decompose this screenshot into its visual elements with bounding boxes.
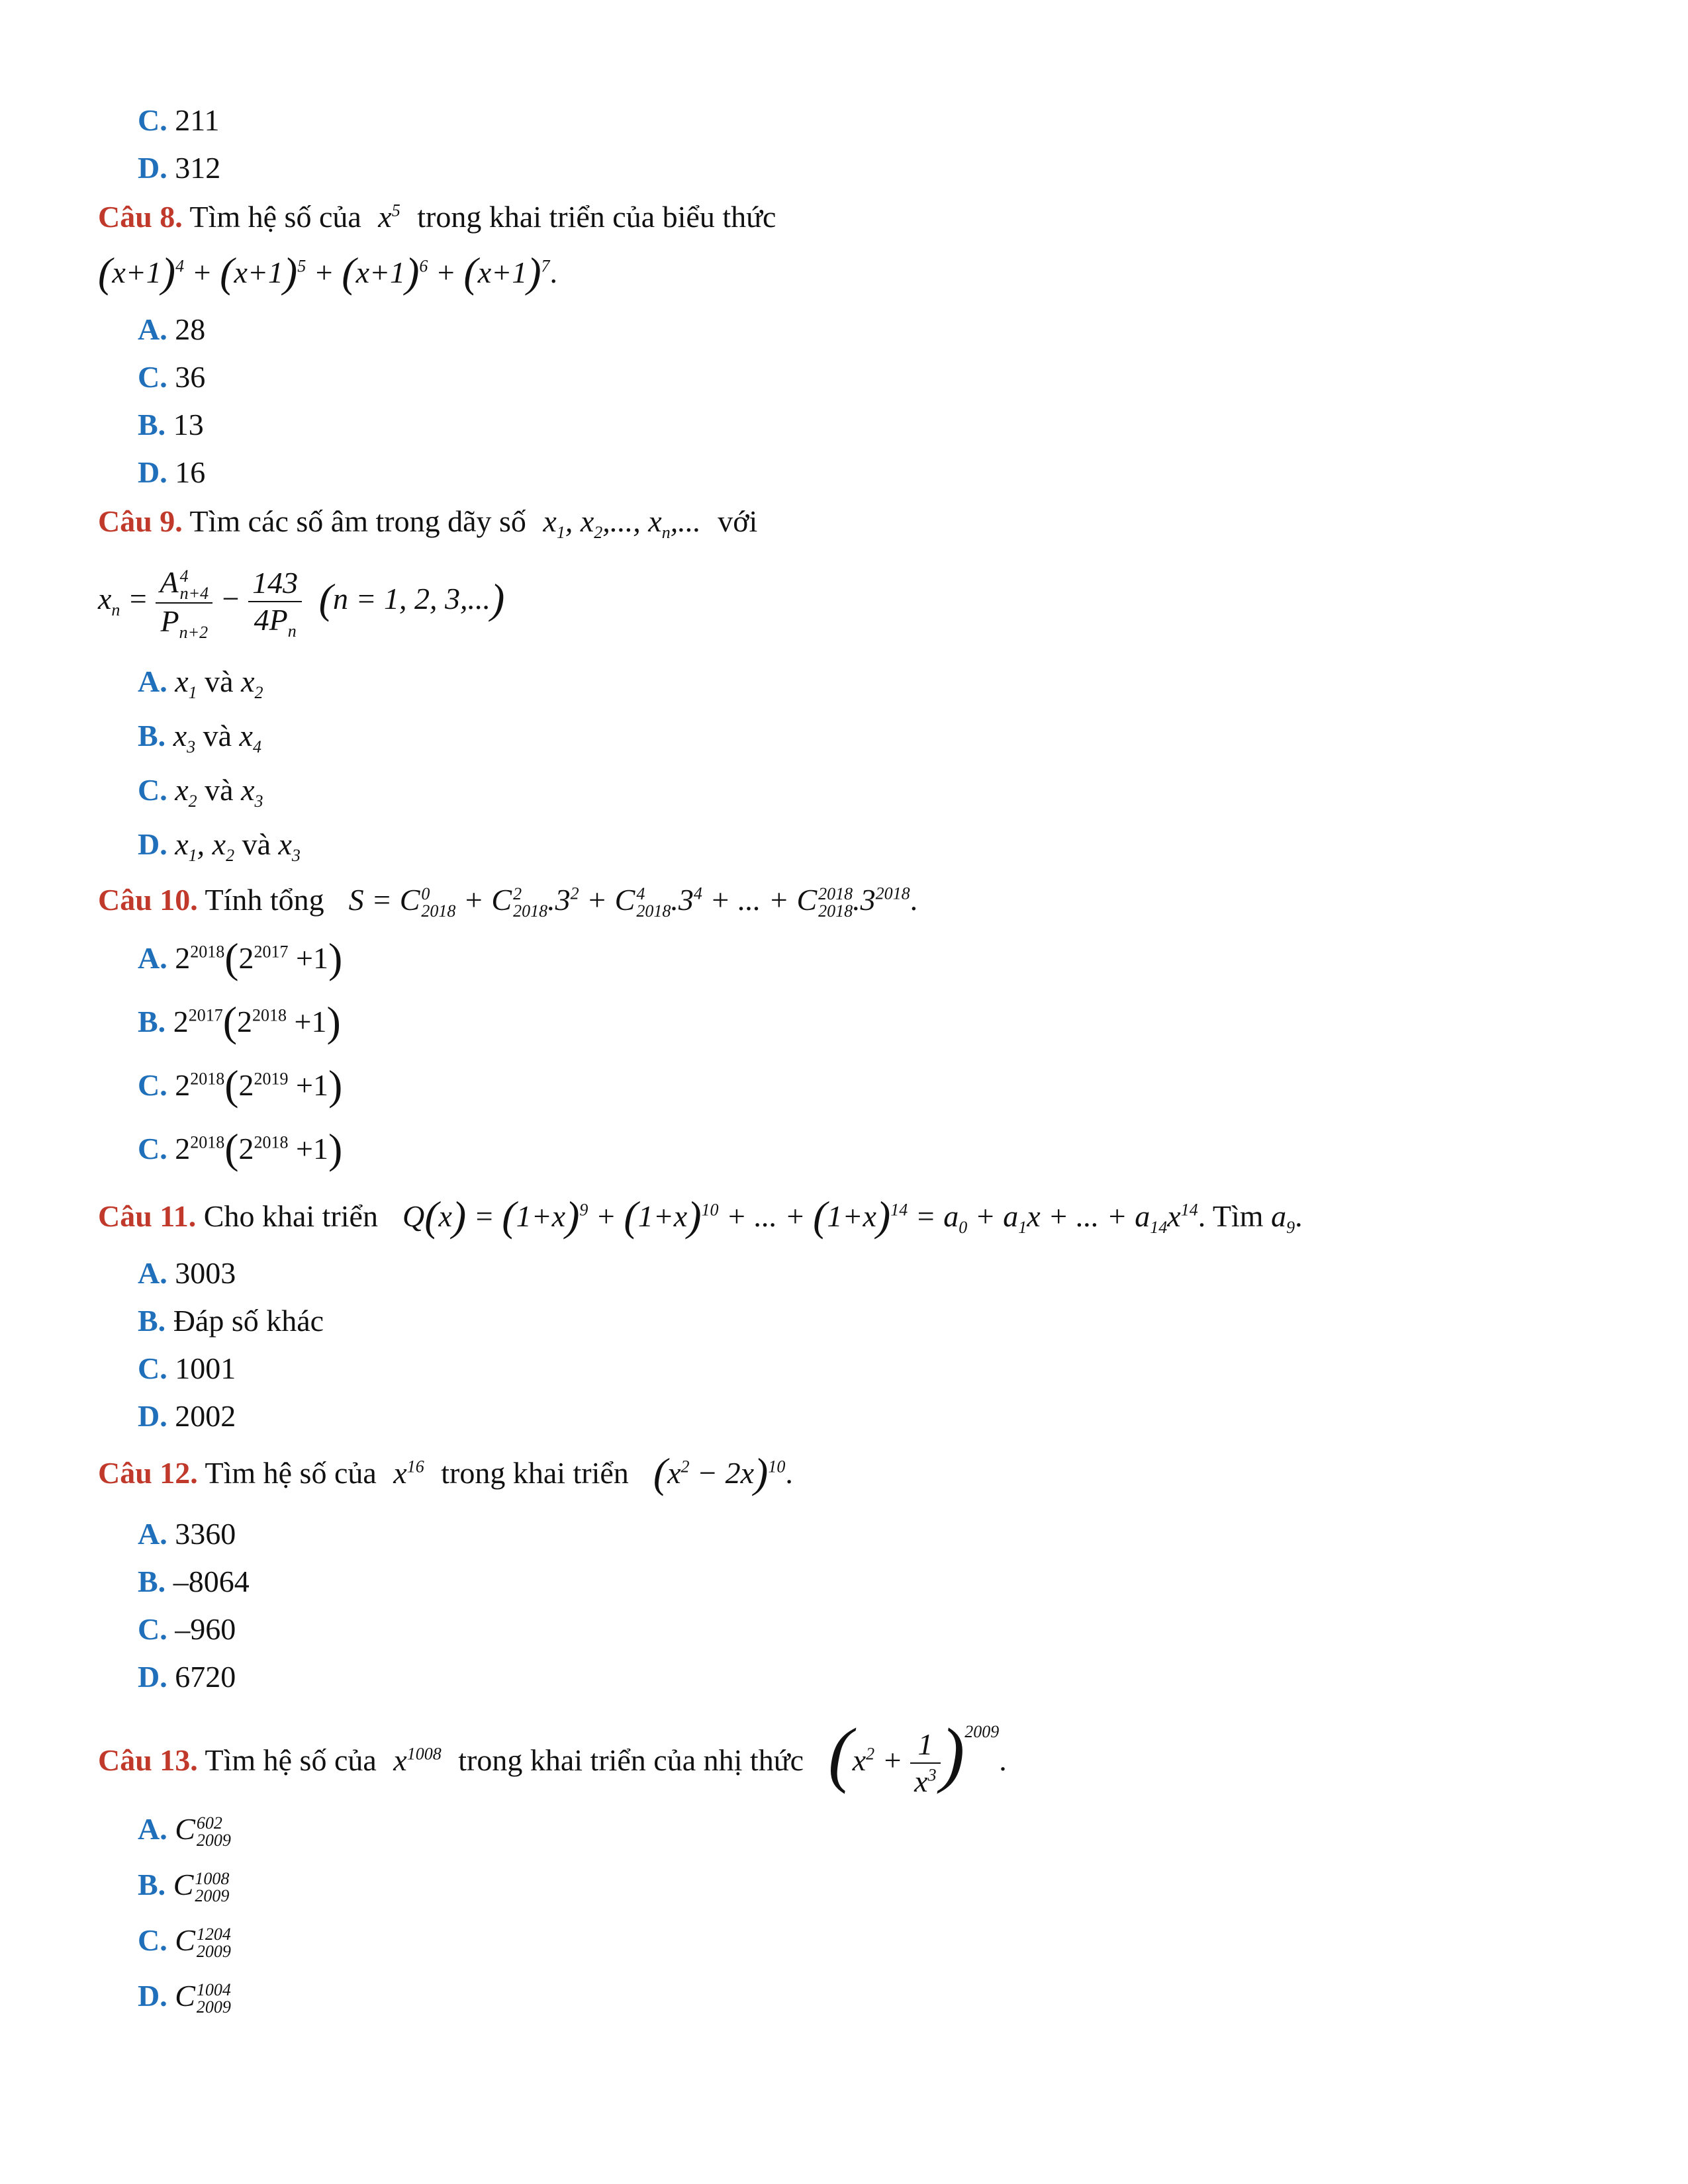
q12-option-d[interactable] <box>138 1657 236 1697</box>
option-label: D. <box>138 455 167 489</box>
math-expression: $2^{2018}(2^{2018} +1)$ <box>175 1125 343 1172</box>
option-text: 16 <box>175 455 206 489</box>
option-label: C. <box>138 1068 167 1102</box>
option-text: 6720 <box>175 1660 236 1694</box>
math-expression: C 1004 2009 <box>175 1979 231 2017</box>
q13-option-d[interactable] <box>138 1976 231 2016</box>
option-text: –8064 <box>173 1565 250 1598</box>
question-label: Câu 9. <box>98 504 183 538</box>
option-label: B. <box>138 719 166 752</box>
q8-option-a[interactable] <box>138 310 205 349</box>
math-expression: C 1204 2009 <box>175 1923 231 1962</box>
question-12-stem: Câu 12. Tìm hệ số của $x^{16}$ trong khai triển $(x^2 - 2x)^{10}$. <box>98 1449 793 1496</box>
option-label: B. <box>138 1005 166 1038</box>
option-label: A. <box>138 312 167 346</box>
option-text: 2002 <box>175 1399 236 1433</box>
math-expression: $x^5$ <box>378 200 400 234</box>
question-text: Tìm hệ số của <box>205 1743 377 1777</box>
question-10-stem: Câu 10. Tính tổng S = C 0 2018 + C 2 2018 $.3^2 + C$ 4 2018 $.3^4$ + ... + C 2018 2018 $.3^{2018}$. <box>98 883 918 921</box>
question-text: trong khai triển <box>441 1456 629 1490</box>
question-label: Câu 8. <box>98 200 183 234</box>
option-label: C. <box>138 1923 167 1957</box>
q8-option-d[interactable] <box>138 453 205 492</box>
question-9-stem <box>98 502 757 541</box>
option-text: và <box>205 773 234 807</box>
option-label: D. <box>138 1979 167 2013</box>
option-label: B. <box>138 408 166 441</box>
option-text: –960 <box>175 1612 236 1646</box>
math-expression: $x^{1008}$ <box>393 1743 442 1777</box>
math-expression: $x_3$ <box>278 827 301 866</box>
math-expression: $x_1$, $x_2$,..., $x_n$,... <box>543 504 701 543</box>
q13-option-c[interactable] <box>138 1921 231 1960</box>
q11-option-c[interactable] <box>138 1349 236 1388</box>
math-expression: S = C 0 2018 + C 2 2018 $.3^2 + C$ 4 2018 $.3^4$ + ... + C 2018 2018 $.3^{2018}$ <box>348 883 910 921</box>
question-label: Câu 11. <box>98 1199 197 1233</box>
option-label: C. <box>138 1132 167 1165</box>
math-expression: $x_4$ <box>239 719 261 757</box>
q8-option-b[interactable] <box>138 405 204 445</box>
option-text: và <box>205 664 234 698</box>
question-9-formula <box>98 556 504 642</box>
math-expression: $x^{16}$ <box>393 1456 424 1490</box>
option-label: D. <box>138 827 167 861</box>
math-expression: C 602 2009 <box>175 1812 231 1850</box>
question-text: Tìm hệ số của <box>205 1456 377 1490</box>
q12-option-c[interactable] <box>138 1610 236 1649</box>
question-text: trong khai triển của nhị thức <box>458 1743 804 1777</box>
question-13-stem: Câu 13. Tìm hệ số của $x^{1008}$ trong khai triển của nhị thức ($x^2$ + $\frac{1}{x^3}$ )$^{2009}$. <box>98 1713 1007 1799</box>
q7-option-c[interactable] <box>138 101 220 140</box>
option-label: D. <box>138 1399 167 1433</box>
option-label: A. <box>138 941 167 975</box>
option-text: 312 <box>175 151 221 185</box>
math-expression: $(x^2 - 2x)^{10}$ <box>653 1449 786 1496</box>
math-expression: $Q(x) = (1+x)^9 + (1+x)^{10}$ + ... + $(1+x)^{14} = a_0 + a_1x$ + ... + $a_{14}x^{14}$ <box>402 1193 1198 1240</box>
option-label: D. <box>138 151 167 185</box>
option-label: D. <box>138 1660 167 1694</box>
q13-option-b[interactable] <box>138 1865 229 1905</box>
math-expression: $x_1$, $x_2$ <box>175 827 235 866</box>
option-label: B. <box>138 1868 166 1901</box>
option-label: A. <box>138 664 167 698</box>
q10-option-b[interactable] <box>138 998 341 1045</box>
option-text: Đáp số khác <box>173 1304 324 1338</box>
q13-option-a[interactable] <box>138 1809 231 1849</box>
option-label: C. <box>138 1612 167 1646</box>
option-text: 28 <box>175 312 206 346</box>
question-label: Câu 13. <box>98 1743 198 1777</box>
math-expression: $x_2$ <box>241 664 263 703</box>
q7-option-d[interactable] <box>138 148 220 188</box>
question-text: với <box>718 504 758 538</box>
q9-option-d[interactable] <box>138 825 301 864</box>
math-expression: $a_9$ <box>1271 1199 1295 1238</box>
q10-option-c[interactable] <box>138 1062 343 1109</box>
math-expression: $x_3$ <box>241 773 263 811</box>
question-text: Cho khai triển <box>203 1199 378 1233</box>
question-text: Tính tổng <box>205 883 324 917</box>
option-label: C. <box>138 1351 167 1385</box>
option-label: C. <box>138 360 167 394</box>
math-expression: $x_3$ <box>173 719 196 757</box>
option-text: 211 <box>175 103 220 137</box>
question-text: trong khai triển của biểu thức <box>417 200 776 234</box>
math-expression: $2^{2017}(2^{2018} +1)$ <box>173 998 341 1045</box>
question-text: Tìm <box>1212 1199 1264 1233</box>
question-text: Tìm hệ số của <box>189 200 361 234</box>
question-8-formula: $(x+1)^4 + (x+1)^5 + (x+1)^6 + (x+1)^7$. <box>98 249 558 296</box>
option-text: 1001 <box>175 1351 236 1385</box>
option-label: A. <box>138 1256 167 1290</box>
q10-option-a[interactable] <box>138 934 343 981</box>
q11-option-b[interactable] <box>138 1301 324 1341</box>
question-8-stem <box>98 197 776 237</box>
q9-option-c[interactable] <box>138 770 263 810</box>
math-expression: $2^{2018}(2^{2017} +1)$ <box>175 934 343 981</box>
q10-option-c2[interactable] <box>138 1125 343 1172</box>
math-expression: $x_n$ = A 4 n+4 $P_{n+2}$ − $\frac{143}{4P_n}$ (n = 1, 2, 3,...) <box>98 565 505 643</box>
option-text: và <box>203 719 232 752</box>
math-expression: $x_1$ <box>175 664 197 703</box>
q11-option-a[interactable] <box>138 1253 236 1293</box>
option-label: A. <box>138 1517 167 1551</box>
q12-option-b[interactable] <box>138 1562 250 1602</box>
question-label: Câu 12. <box>98 1456 198 1490</box>
option-text: 36 <box>175 360 206 394</box>
question-label: Câu 10. <box>98 883 198 917</box>
option-text: và <box>242 827 271 861</box>
q12-option-a[interactable] <box>138 1514 236 1554</box>
math-expression: $x_2$ <box>175 773 197 811</box>
option-label: C. <box>138 103 167 137</box>
option-text: 3360 <box>175 1517 236 1551</box>
option-label: B. <box>138 1565 166 1598</box>
option-label: B. <box>138 1304 166 1338</box>
math-expression: C 1008 2009 <box>173 1868 230 1906</box>
question-11-stem: Câu 11. Cho khai triển $Q(x) = (1+x)^9 + (1+x)^{10}$ + ... + $(1+x)^{14} = a_0 + a_1x$ + ... + $a_{14}x^{14}$. Tìm $a_9$. <box>98 1193 1303 1240</box>
question-text: Tìm các số âm trong dãy số <box>189 504 526 538</box>
math-expression: ($x^2$ + $\frac{1}{x^3}$ )$^{2009}$ <box>828 1713 1000 1799</box>
option-text: 13 <box>173 408 204 441</box>
q9-option-a[interactable] <box>138 662 263 702</box>
q8-option-c[interactable] <box>138 357 205 397</box>
math-expression: $(x+1)^4 + (x+1)^5 + (x+1)^6 + (x+1)^7$ <box>98 249 550 296</box>
q9-option-b[interactable] <box>138 716 261 756</box>
option-text: 3003 <box>175 1256 236 1290</box>
math-expression: $2^{2018}(2^{2019} +1)$ <box>175 1062 343 1109</box>
q11-option-d[interactable] <box>138 1396 236 1436</box>
option-label: C. <box>138 773 167 807</box>
option-label: A. <box>138 1812 167 1846</box>
